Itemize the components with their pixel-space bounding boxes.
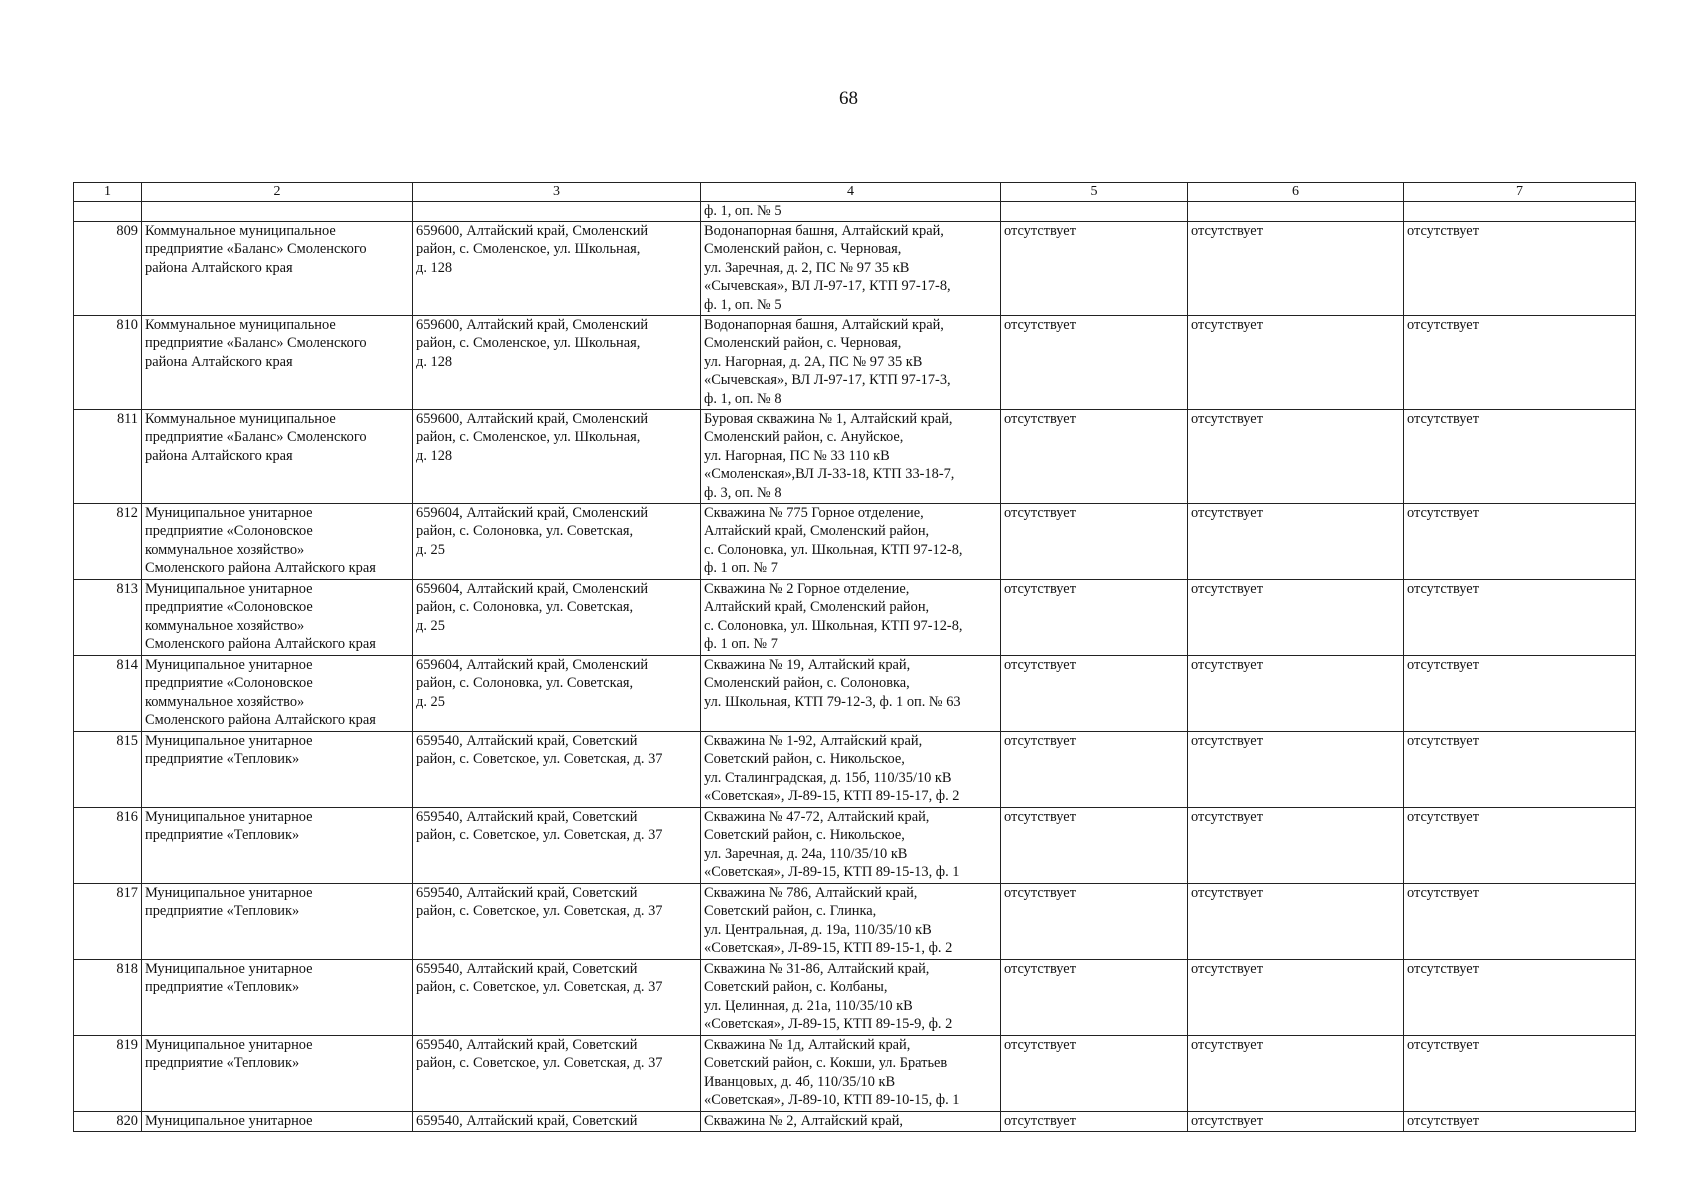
- cell-col-6: отсутствует: [1188, 1111, 1404, 1131]
- cell-col-6: отсутствует: [1188, 503, 1404, 579]
- cell-address: 659604, Алтайский край, Смоленский район, с. Солоновка, ул. Советская, д. 25: [413, 655, 701, 731]
- cell-organization: Муниципальное унитарное предприятие «Тепловик»: [142, 883, 413, 959]
- table-row: [74, 315, 1636, 409]
- cell: [1001, 202, 1188, 222]
- cell-col-7: отсутствует: [1404, 503, 1636, 579]
- cell-address: 659540, Алтайский край, Советский: [413, 1111, 701, 1131]
- cell-number: 809: [74, 221, 142, 315]
- table-row: [74, 655, 1636, 731]
- header-row: [74, 183, 1636, 202]
- cell-col-7: отсутствует: [1404, 1035, 1636, 1111]
- cell-object: Скважина № 775 Горное отделение, Алтайский край, Смоленский район, с. Солоновка, ул. Школьная, КТП 97-12-8, ф. 1 оп. № 7: [701, 503, 1001, 579]
- header-col-4: 4: [701, 183, 1001, 202]
- cell-organization: Коммунальное муниципальное предприятие «Баланс» Смоленского района Алтайского края: [142, 315, 413, 409]
- header-col-1: 1: [74, 183, 142, 202]
- header-col-6: 6: [1188, 183, 1404, 202]
- cell-col-6: отсутствует: [1188, 883, 1404, 959]
- cell-object: Скважина № 31-86, Алтайский край, Советский район, с. Колбаны, ул. Целинная, д. 21а, 110/35/10 кВ «Советская», Л-89-15, КТП 89-15-9, ф. 2: [701, 959, 1001, 1035]
- cell-number: 816: [74, 807, 142, 883]
- cell-organization: Коммунальное муниципальное предприятие «Баланс» Смоленского района Алтайского края: [142, 409, 413, 503]
- table-row: [74, 221, 1636, 315]
- cell-col-6: отсутствует: [1188, 807, 1404, 883]
- cell-number: 820: [74, 1111, 142, 1131]
- cell-address: 659540, Алтайский край, Советский район, с. Советское, ул. Советская, д. 37: [413, 959, 701, 1035]
- cell-address: 659540, Алтайский край, Советский район, с. Советское, ул. Советская, д. 37: [413, 1035, 701, 1111]
- cell-address: 659540, Алтайский край, Советский район, с. Советское, ул. Советская, д. 37: [413, 731, 701, 807]
- cell-object: Скважина № 47-72, Алтайский край, Советский район, с. Никольское, ул. Заречная, д. 24а, 110/35/10 кВ «Советская», Л-89-15, КТП 89-15-13, ф. 1: [701, 807, 1001, 883]
- cell-col-5: отсутствует: [1001, 807, 1188, 883]
- cell-number: 815: [74, 731, 142, 807]
- cell-col-5: отсутствует: [1001, 655, 1188, 731]
- cell-organization: Муниципальное унитарное предприятие «Тепловик»: [142, 1035, 413, 1111]
- table-row: [74, 959, 1636, 1035]
- cell-col-5: отсутствует: [1001, 883, 1188, 959]
- cell-col-7: отсутствует: [1404, 959, 1636, 1035]
- cell-col-7: отсутствует: [1404, 1111, 1636, 1131]
- header-col-5: 5: [1001, 183, 1188, 202]
- cell-object-continuation: ф. 1, оп. № 5: [701, 202, 1001, 222]
- cell-col-7: отсутствует: [1404, 315, 1636, 409]
- cell-object: Скважина № 2, Алтайский край,: [701, 1111, 1001, 1131]
- cell-organization: Муниципальное унитарное предприятие «Солоновское коммунальное хозяйство» Смоленского района Алтайского края: [142, 579, 413, 655]
- cell-number: 811: [74, 409, 142, 503]
- cell: [142, 202, 413, 222]
- cell-col-5: отсутствует: [1001, 959, 1188, 1035]
- cell-object: Водонапорная башня, Алтайский край, Смоленский район, с. Черновая, ул. Заречная, д. 2, ПС № 97 35 кВ «Сычевская», ВЛ Л-97-17, КТП 97-17-8, ф. 1, оп. № 5: [701, 221, 1001, 315]
- table-row: [74, 1111, 1636, 1131]
- cell-address: 659600, Алтайский край, Смоленский район, с. Смоленское, ул. Школьная, д. 128: [413, 315, 701, 409]
- table-row: [74, 883, 1636, 959]
- cell-organization: Коммунальное муниципальное предприятие «Баланс» Смоленского района Алтайского края: [142, 221, 413, 315]
- cell-address: 659604, Алтайский край, Смоленский район, с. Солоновка, ул. Советская, д. 25: [413, 503, 701, 579]
- header-col-7: 7: [1404, 183, 1636, 202]
- cell-number: 819: [74, 1035, 142, 1111]
- cell-col-5: отсутствует: [1001, 503, 1188, 579]
- cell-object: Скважина № 19, Алтайский край, Смоленский район, с. Солоновка, ул. Школьная, КТП 79-12-3, ф. 1 оп. № 63: [701, 655, 1001, 731]
- cell-address: 659540, Алтайский край, Советский район, с. Советское, ул. Советская, д. 37: [413, 883, 701, 959]
- cell-col-7: отсутствует: [1404, 579, 1636, 655]
- cell-number: 813: [74, 579, 142, 655]
- cell-col-5: отсутствует: [1001, 1111, 1188, 1131]
- cell-organization: Муниципальное унитарное предприятие «Тепловик»: [142, 731, 413, 807]
- cell-address: 659600, Алтайский край, Смоленский район, с. Смоленское, ул. Школьная, д. 128: [413, 221, 701, 315]
- cell-col-6: отсутствует: [1188, 959, 1404, 1035]
- table-row: [74, 579, 1636, 655]
- cell-col-5: отсутствует: [1001, 731, 1188, 807]
- cell-col-6: отсутствует: [1188, 315, 1404, 409]
- cell-col-7: отсутствует: [1404, 883, 1636, 959]
- cell: [74, 202, 142, 222]
- cell-address: 659600, Алтайский край, Смоленский район, с. Смоленское, ул. Школьная, д. 128: [413, 409, 701, 503]
- cell-organization: Муниципальное унитарное предприятие «Тепловик»: [142, 959, 413, 1035]
- cell-organization: Муниципальное унитарное: [142, 1111, 413, 1131]
- cell-organization: Муниципальное унитарное предприятие «Солоновское коммунальное хозяйство» Смоленского района Алтайского края: [142, 655, 413, 731]
- table-row: [74, 807, 1636, 883]
- cell-address: 659540, Алтайский край, Советский район, с. Советское, ул. Советская, д. 37: [413, 807, 701, 883]
- cell-number: 812: [74, 503, 142, 579]
- cell-col-5: отсутствует: [1001, 409, 1188, 503]
- cell-col-5: отсутствует: [1001, 221, 1188, 315]
- table-row: [74, 731, 1636, 807]
- cell-col-7: отсутствует: [1404, 221, 1636, 315]
- cell-object: Скважина № 2 Горное отделение, Алтайский край, Смоленский район, с. Солоновка, ул. Школьная, КТП 97-12-8, ф. 1 оп. № 7: [701, 579, 1001, 655]
- cell-col-6: отсутствует: [1188, 579, 1404, 655]
- cell-object: Буровая скважина № 1, Алтайский край, Смоленский район, с. Ануйское, ул. Нагорная, ПС № 33 110 кВ «Смоленская»,ВЛ Л-33-18, КТП 33-18-7, ф. 3, оп. № 8: [701, 409, 1001, 503]
- header-col-3: 3: [413, 183, 701, 202]
- table-row: [74, 409, 1636, 503]
- header-col-2: 2: [142, 183, 413, 202]
- cell-col-5: отсутствует: [1001, 315, 1188, 409]
- cell: [1404, 202, 1636, 222]
- cell-col-7: отсутствует: [1404, 807, 1636, 883]
- cell-object: Скважина № 1-92, Алтайский край, Советский район, с. Никольское, ул. Сталинградская, д. 15б, 110/35/10 кВ «Советская», Л-89-15, КТП 89-15-17, ф. 2: [701, 731, 1001, 807]
- cell-col-5: отсутствует: [1001, 1035, 1188, 1111]
- cell-col-6: отсутствует: [1188, 655, 1404, 731]
- cell-col-6: отсутствует: [1188, 221, 1404, 315]
- cell-number: 818: [74, 959, 142, 1035]
- register-table: [73, 182, 1636, 1132]
- cell-col-7: отсутствует: [1404, 731, 1636, 807]
- continuation-row: [74, 202, 1636, 222]
- cell-col-6: отсутствует: [1188, 1035, 1404, 1111]
- cell-object: Скважина № 786, Алтайский край, Советский район, с. Глинка, ул. Центральная, д. 19а, 110/35/10 кВ «Советская», Л-89-15, КТП 89-15-1, ф. 2: [701, 883, 1001, 959]
- cell-object: Скважина № 1д, Алтайский край, Советский район, с. Кокши, ул. Братьев Иванцовых, д. 4б, 110/35/10 кВ «Советская», Л-89-10, КТП 89-10-15, ф. 1: [701, 1035, 1001, 1111]
- table-row: [74, 1035, 1636, 1111]
- table-row: [74, 503, 1636, 579]
- cell-col-6: отсутствует: [1188, 731, 1404, 807]
- cell-col-6: отсутствует: [1188, 409, 1404, 503]
- cell: [413, 202, 701, 222]
- cell-organization: Муниципальное унитарное предприятие «Тепловик»: [142, 807, 413, 883]
- cell-col-5: отсутствует: [1001, 579, 1188, 655]
- cell: [1188, 202, 1404, 222]
- cell-col-7: отсутствует: [1404, 409, 1636, 503]
- cell-number: 810: [74, 315, 142, 409]
- cell-number: 817: [74, 883, 142, 959]
- cell-col-7: отсутствует: [1404, 655, 1636, 731]
- cell-number: 814: [74, 655, 142, 731]
- cell-organization: Муниципальное унитарное предприятие «Солоновское коммунальное хозяйство» Смоленского района Алтайского края: [142, 503, 413, 579]
- page-number: 68: [839, 88, 858, 109]
- cell-address: 659604, Алтайский край, Смоленский район, с. Солоновка, ул. Советская, д. 25: [413, 579, 701, 655]
- cell-object: Водонапорная башня, Алтайский край, Смоленский район, с. Черновая, ул. Нагорная, д. 2А, ПС № 97 35 кВ «Сычевская», ВЛ Л-97-17, КТП 97-17-3, ф. 1, оп. № 8: [701, 315, 1001, 409]
